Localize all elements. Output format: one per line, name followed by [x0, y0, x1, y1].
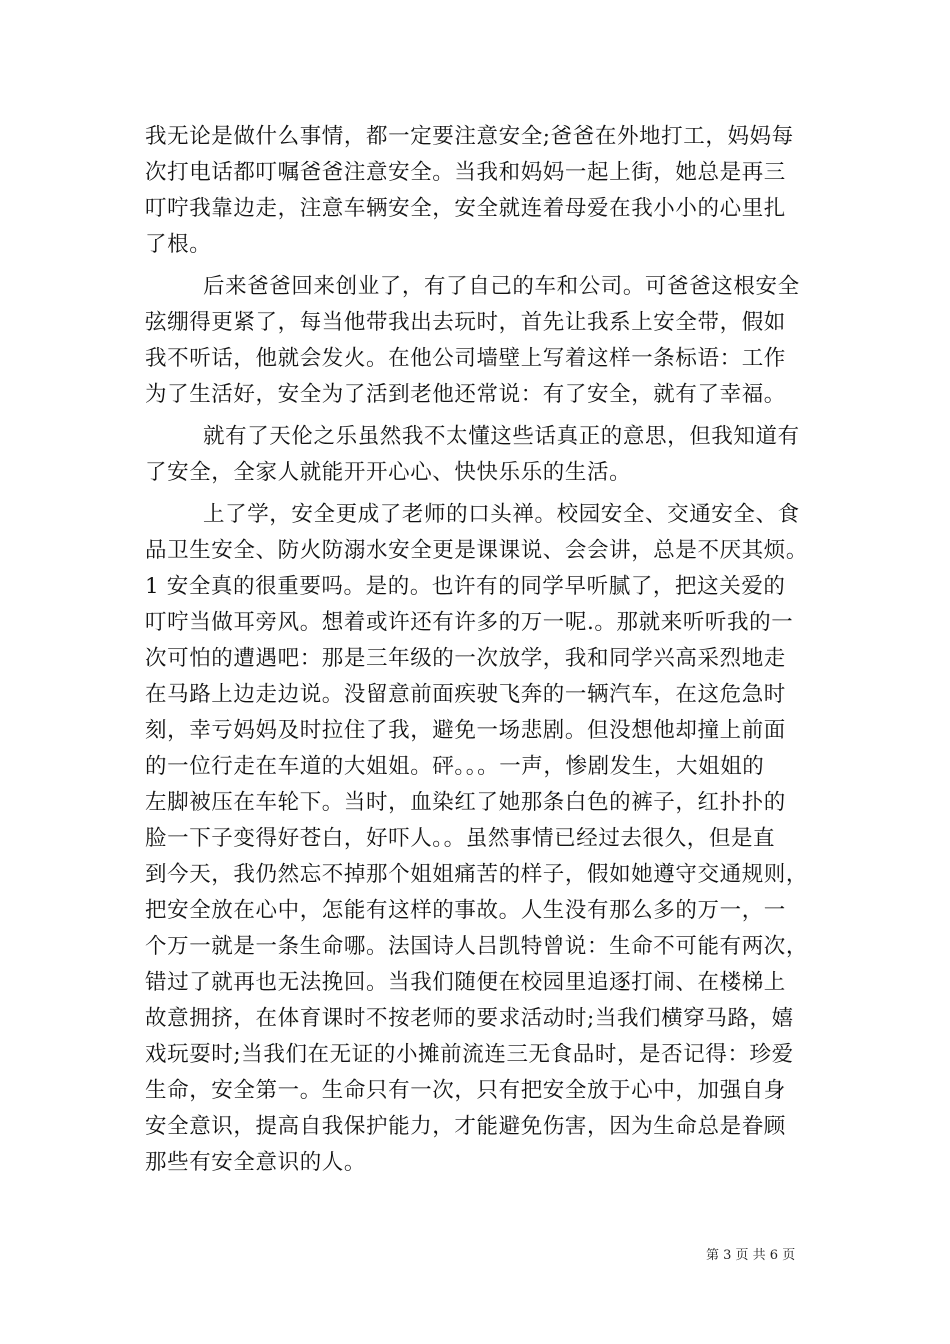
text-line: 的一位行走在车道的大姐姐。砰。。。一声，惨剧发生，大姐姐的: [145, 754, 765, 779]
text-line: 叮咛我靠边走，注意车辆安全，安全就连着母爱在我小小的心里扎: [145, 196, 786, 221]
text-line: 到今天，我仍然忘不掉那个姐姐痛苦的样子，假如她遵守交通规则，: [145, 862, 809, 887]
text-line: 品卫生安全、防火防溺水安全更是课课说、会会讲，总是不厌其烦。: [145, 538, 809, 563]
text-line: 在马路上边走边说。没留意前面疾驶飞奔的一辆汽车，在这危急时: [145, 682, 786, 707]
text-line: 我无论是做什么事情，都一定要注意安全;爸爸在外地打工，妈妈每: [145, 124, 794, 149]
text-line: 了根。: [145, 232, 212, 257]
paragraph-start-line: 上了学，安全更成了老师的口头禅。校园安全、交通安全、食: [203, 502, 800, 527]
text-line: 安全意识，提高自我保护能力，才能避免伤害，因为生命总是眷顾: [145, 1114, 786, 1139]
text-line: 个万一就是一条生命哪。法国诗人吕凯特曾说：生命不可能有两次，: [145, 934, 809, 959]
text-line: 错过了就再也无法挽回。当我们随便在校园里追逐打闹、在楼梯上: [145, 970, 786, 995]
text-line: 戏玩耍时;当我们在无证的小摊前流连三无食品时，是否记得：珍爱: [145, 1042, 794, 1067]
text-line: 1 安全真的很重要吗。是的。也许有的同学早听腻了，把这关爱的: [145, 574, 786, 599]
text-line: 那些有安全意识的人。: [145, 1150, 367, 1175]
text-line: 为了生活好，安全为了活到老他还常说：有了安全，就有了幸福。: [145, 382, 786, 407]
text-line: 把安全放在心中，怎能有这样的事故。人生没有那么多的万一，一: [145, 898, 786, 923]
text-line: 我不听话，他就会发火。在他公司墙壁上写着这样一条标语：工作: [145, 346, 786, 371]
paragraph-start-line: 后来爸爸回来创业了，有了自己的车和公司。可爸爸这根安全: [203, 274, 800, 299]
page-number: 第 3 页 共 6 页: [706, 1248, 796, 1263]
text-line: 生命，安全第一。生命只有一次，只有把安全放于心中，加强自身: [145, 1078, 786, 1103]
paragraph-start-line: 就有了天伦之乐虽然我不太懂这些话真正的意思，但我知道有: [203, 424, 800, 449]
text-line: 了安全，全家人就能开开心心、快快乐乐的生活。: [145, 460, 632, 485]
text-line: 脸一下子变得好苍白，好吓人。。虽然事情已经过去很久，但是直: [145, 826, 776, 851]
text-line: 弦绷得更紧了，每当他带我出去玩时，首先让我系上安全带，假如: [145, 310, 786, 335]
text-line: 刻，幸亏妈妈及时拉住了我，避免一场悲剧。但没想他却撞上前面: [145, 718, 786, 743]
text-line: 叮咛当做耳旁风。想着或许还有许多的万一呢.。那就来听听我的一: [145, 610, 794, 635]
text-line: 次打电话都叮嘱爸爸注意安全。当我和妈妈一起上街，她总是再三: [145, 160, 786, 185]
text-line: 故意拥挤，在体育课时不按老师的要求活动时;当我们横穿马路，嬉: [145, 1006, 794, 1031]
text-line: 左脚被压在车轮下。当时，血染红了她那条白色的裤子，红扑扑的: [145, 790, 786, 815]
text-line: 次可怕的遭遇吧：那是三年级的一次放学，我和同学兴高采烈地走: [145, 646, 786, 671]
